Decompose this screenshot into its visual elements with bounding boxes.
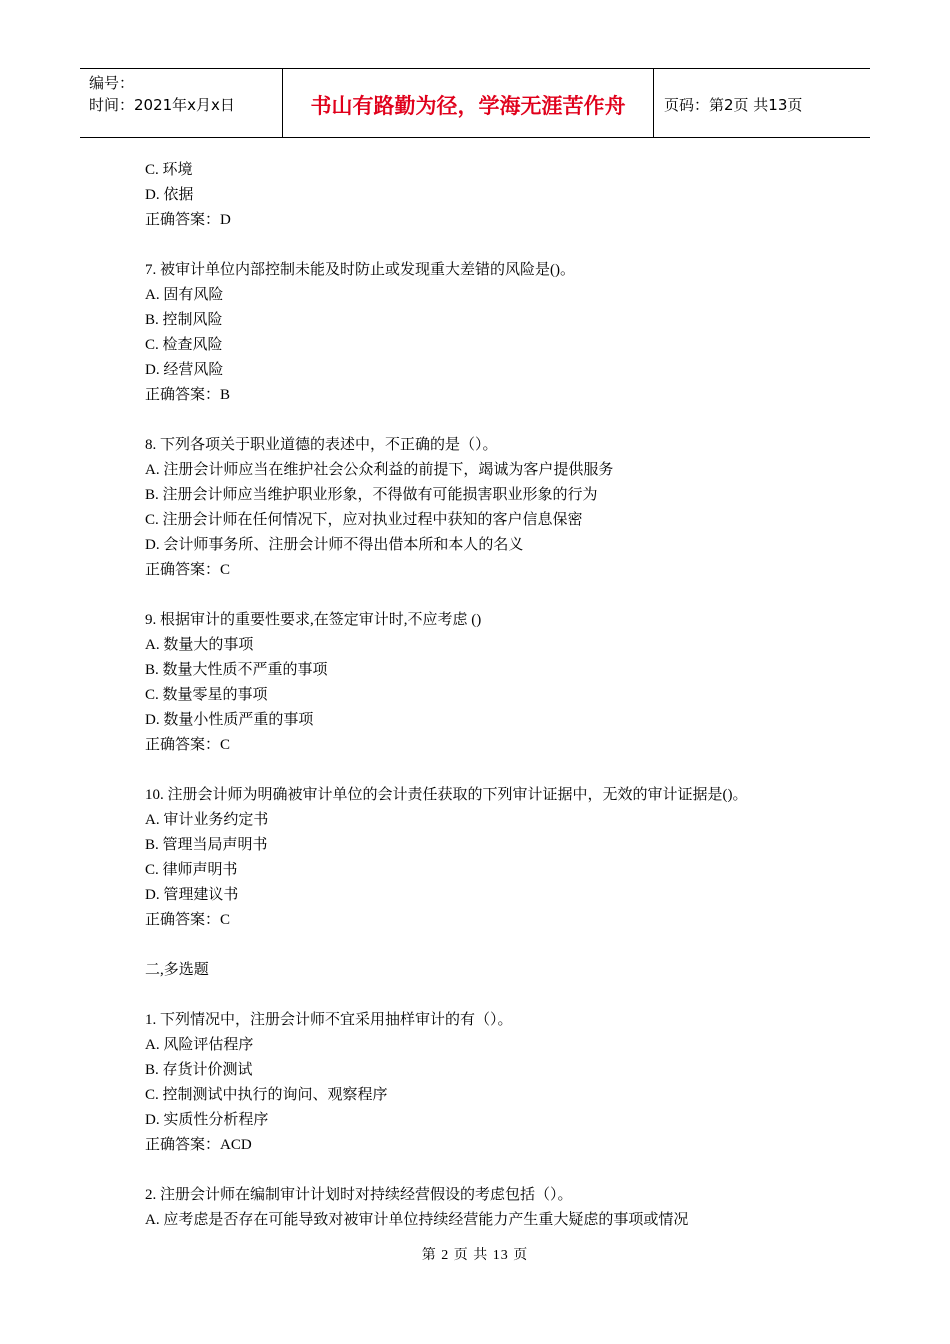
doc-code-label: 编号： <box>89 74 135 92</box>
text-line: D. 实质性分析程序 <box>145 1112 269 1128</box>
text-line: B. 管理当局声明书 <box>145 837 268 853</box>
header-page-cell <box>654 69 870 137</box>
text-line: D. 管理建议书 <box>145 887 239 903</box>
blank-line <box>145 758 865 783</box>
text-line: C. 数量零星的事项 <box>145 687 268 703</box>
text-line: 9. 根据审计的重要性要求,在签定审计时,不应考虑 () <box>145 612 482 628</box>
text-line: C. 律师声明书 <box>145 862 238 878</box>
text-line: 7. 被审计单位内部控制未能及时防止或发现重大差错的风险是()。 <box>145 262 575 278</box>
text-line: 正确答案：ACD <box>145 1137 252 1153</box>
text-line: B. 控制风险 <box>145 312 223 328</box>
motto-text: 书山有路勤为径，学海无涯苦作舟 <box>310 94 626 118</box>
document-header <box>80 68 870 138</box>
blank-line <box>145 233 865 258</box>
page-info: 页码：第2页 共13页 <box>664 95 803 114</box>
text-line: B. 存货计价测试 <box>145 1062 253 1078</box>
text-line: A. 数量大的事项 <box>145 637 254 653</box>
text-line: 8. 下列各项关于职业道德的表述中，不正确的是（）。 <box>145 437 498 453</box>
text-line: 2. 注册会计师在编制审计计划时对持续经营假设的考虑包括（）。 <box>145 1187 573 1203</box>
text-line: C. 控制测试中执行的询问、观察程序 <box>145 1087 388 1103</box>
header-left-cell <box>80 69 282 137</box>
doc-time-label: 时间：2021年x月x日 <box>89 96 235 114</box>
text-line: A. 风险评估程序 <box>145 1037 254 1053</box>
blank-line <box>145 583 865 608</box>
text-line: A. 审计业务约定书 <box>145 812 269 828</box>
footer-page-number: 第 2 页 共 13 页 <box>421 1248 529 1263</box>
text-line: 正确答案：B <box>145 387 231 403</box>
text-line: D. 会计师事务所、注册会计师不得出借本所和本人的名义 <box>145 537 524 553</box>
header-motto-cell <box>282 69 654 137</box>
text-line: A. 应考虑是否存在可能导致对被审计单位持续经营能力产生重大疑虑的事项或情况 <box>145 1212 689 1228</box>
text-line: 正确答案：C <box>145 737 231 753</box>
page-footer <box>0 1244 950 1264</box>
text-line: B. 注册会计师应当维护职业形象，不得做有可能损害职业形象的行为 <box>145 487 598 503</box>
text-line: 1. 下列情况中，注册会计师不宜采用抽样审计的有（）。 <box>145 1012 513 1028</box>
blank-line <box>145 408 865 433</box>
text-line: 正确答案：C <box>145 562 231 578</box>
text-line: D. 依据 <box>145 187 194 203</box>
text-line: A. 固有风险 <box>145 287 224 303</box>
text-line: C. 注册会计师在任何情况下，应对执业过程中获知的客户信息保密 <box>145 512 583 528</box>
text-line: 正确答案：C <box>145 912 231 928</box>
text-line: A. 注册会计师应当在维护社会公众利益的前提下，竭诚为客户提供服务 <box>145 462 614 478</box>
text-line: B. 数量大性质不严重的事项 <box>145 662 328 678</box>
text-line: D. 数量小性质严重的事项 <box>145 712 314 728</box>
document-body <box>145 158 865 1233</box>
text-line: 正确答案：D <box>145 212 231 228</box>
text-line: C. 检查风险 <box>145 337 223 353</box>
text-line: C. 环境 <box>145 162 193 178</box>
text-line: 二,多选题 <box>145 962 209 978</box>
blank-line <box>145 933 865 958</box>
blank-line <box>145 983 865 1008</box>
text-line: D. 经营风险 <box>145 362 224 378</box>
blank-line <box>145 1158 865 1183</box>
text-line: 10. 注册会计师为明确被审计单位的会计责任获取的下列审计证据中，无效的审计证据是()。 <box>145 787 748 803</box>
